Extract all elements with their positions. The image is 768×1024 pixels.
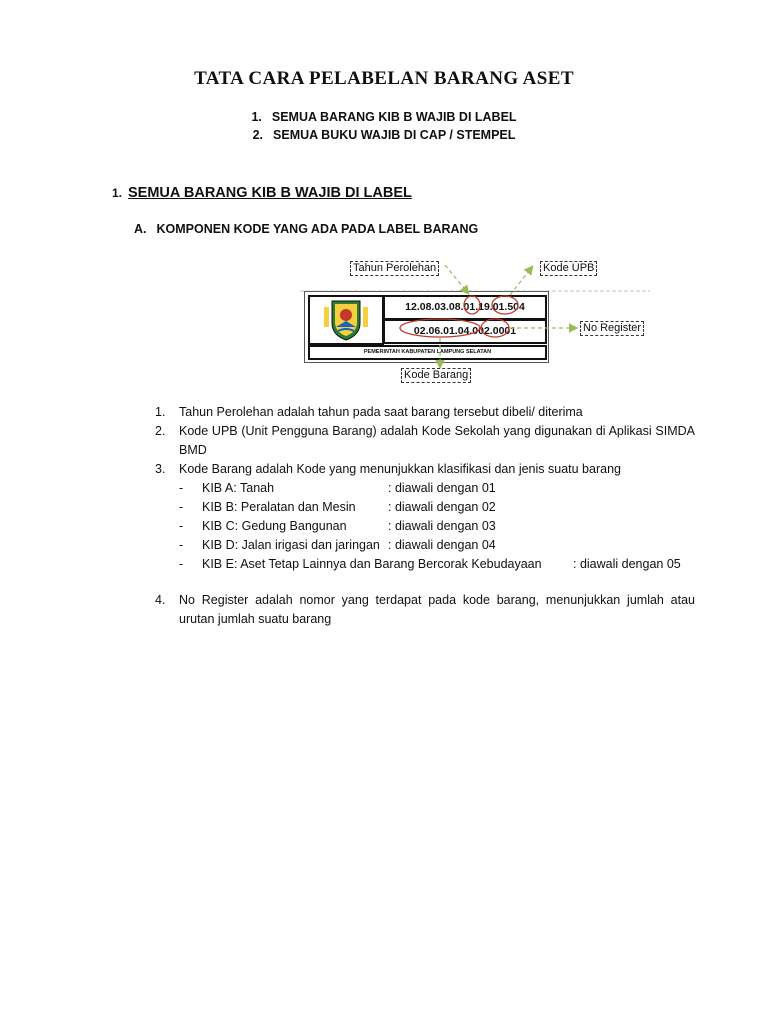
kib-dash: - — [179, 519, 184, 533]
kib-dash: - — [179, 538, 184, 552]
section-heading — [112, 185, 412, 201]
kib-desc: : diawali dengan 01 — [388, 481, 496, 495]
outline-item — [0, 108, 768, 126]
kib-desc: : diawali dengan 02 — [388, 500, 496, 514]
kib-name: KIB D: Jalan irigasi dan jaringan — [202, 538, 380, 552]
kib-name: KIB B: Peralatan dan Mesin — [202, 500, 356, 514]
kib-desc: : diawali dengan 05 — [573, 557, 681, 571]
annotation-kode-upb: Kode UPB — [540, 261, 597, 276]
annotation-tahun-perolehan: Tahun Perolehan — [350, 261, 439, 276]
list-item — [155, 591, 695, 629]
list-number: 2. — [155, 424, 166, 438]
kib-dash: - — [179, 500, 184, 514]
kib-dash: - — [179, 481, 184, 495]
list-item — [155, 460, 695, 479]
upb-code-cell: 12.08.03.08.01.19.01.504 — [383, 295, 547, 320]
outline-number: 2. — [252, 128, 264, 142]
subsection-heading — [134, 222, 478, 236]
kib-dash: - — [179, 557, 184, 571]
list-item — [155, 422, 695, 460]
label-figure — [300, 255, 650, 385]
list-text: No Register adalah nomor yang terdapat pada kode barang, menunjukkan jumlah atau urutan jumlah suatu barang — [179, 593, 695, 626]
item-code-cell: 02.06.01.04.002.0001 — [383, 319, 547, 344]
kib-name: KIB C: Gedung Bangunan — [202, 519, 347, 533]
list-text: Kode UPB (Unit Pengguna Barang) adalah Kode Sekolah yang digunakan di Aplikasi SIMDA BMD — [179, 424, 695, 457]
list-item — [155, 403, 695, 422]
outline-item — [0, 126, 768, 144]
outline-list — [0, 108, 768, 144]
kib-name: KIB A: Tanah — [202, 481, 275, 495]
list-text: Kode Barang adalah Kode yang menunjukkan klasifikasi dan jenis suatu barang — [179, 462, 621, 476]
kib-row — [155, 555, 695, 574]
list-number: 4. — [155, 593, 166, 607]
kib-row — [155, 479, 695, 498]
kib-name: KIB E: Aset Tetap Lainnya dan Barang Bercorak Kebudayaan — [202, 557, 542, 571]
spacer — [155, 574, 695, 591]
kib-desc: : diawali dengan 03 — [388, 519, 496, 533]
item-code-highlight-circle — [400, 319, 480, 337]
section-title: SEMUA BARANG KIB B WAJIB DI LABEL — [128, 185, 412, 201]
year-highlight-circle — [464, 296, 480, 314]
subsection-letter: A. — [134, 222, 147, 236]
section-number: 1. — [112, 186, 123, 200]
outline-number: 1. — [251, 110, 262, 124]
list-number: 3. — [155, 462, 166, 476]
kib-row — [155, 536, 695, 555]
page-title: TATA CARA PELABELAN BARANG ASET — [194, 68, 574, 89]
upb-highlight-circle — [492, 296, 518, 314]
register-highlight-circle — [481, 319, 509, 337]
outline-text: SEMUA BARANG KIB B WAJIB DI LABEL — [271, 110, 517, 124]
label-footer: PEMERINTAH KABUPATEN LAMPUNG SELATAN — [308, 345, 547, 360]
annotation-no-register: No Register — [580, 321, 644, 336]
explanation-list — [155, 403, 695, 629]
kib-desc: : diawali dengan 04 — [388, 538, 496, 552]
subsection-title: KOMPONEN KODE YANG ADA PADA LABEL BARANG — [156, 222, 479, 236]
outline-text: SEMUA BUKU WAJIB DI CAP / STEMPEL — [273, 128, 516, 142]
list-number: 1. — [155, 405, 166, 419]
annotation-kode-barang: Kode Barang — [401, 368, 471, 383]
kib-row — [155, 498, 695, 517]
kib-row — [155, 517, 695, 536]
list-text: Tahun Perolehan adalah tahun pada saat barang tersebut dibeli/ diterima — [179, 405, 583, 419]
